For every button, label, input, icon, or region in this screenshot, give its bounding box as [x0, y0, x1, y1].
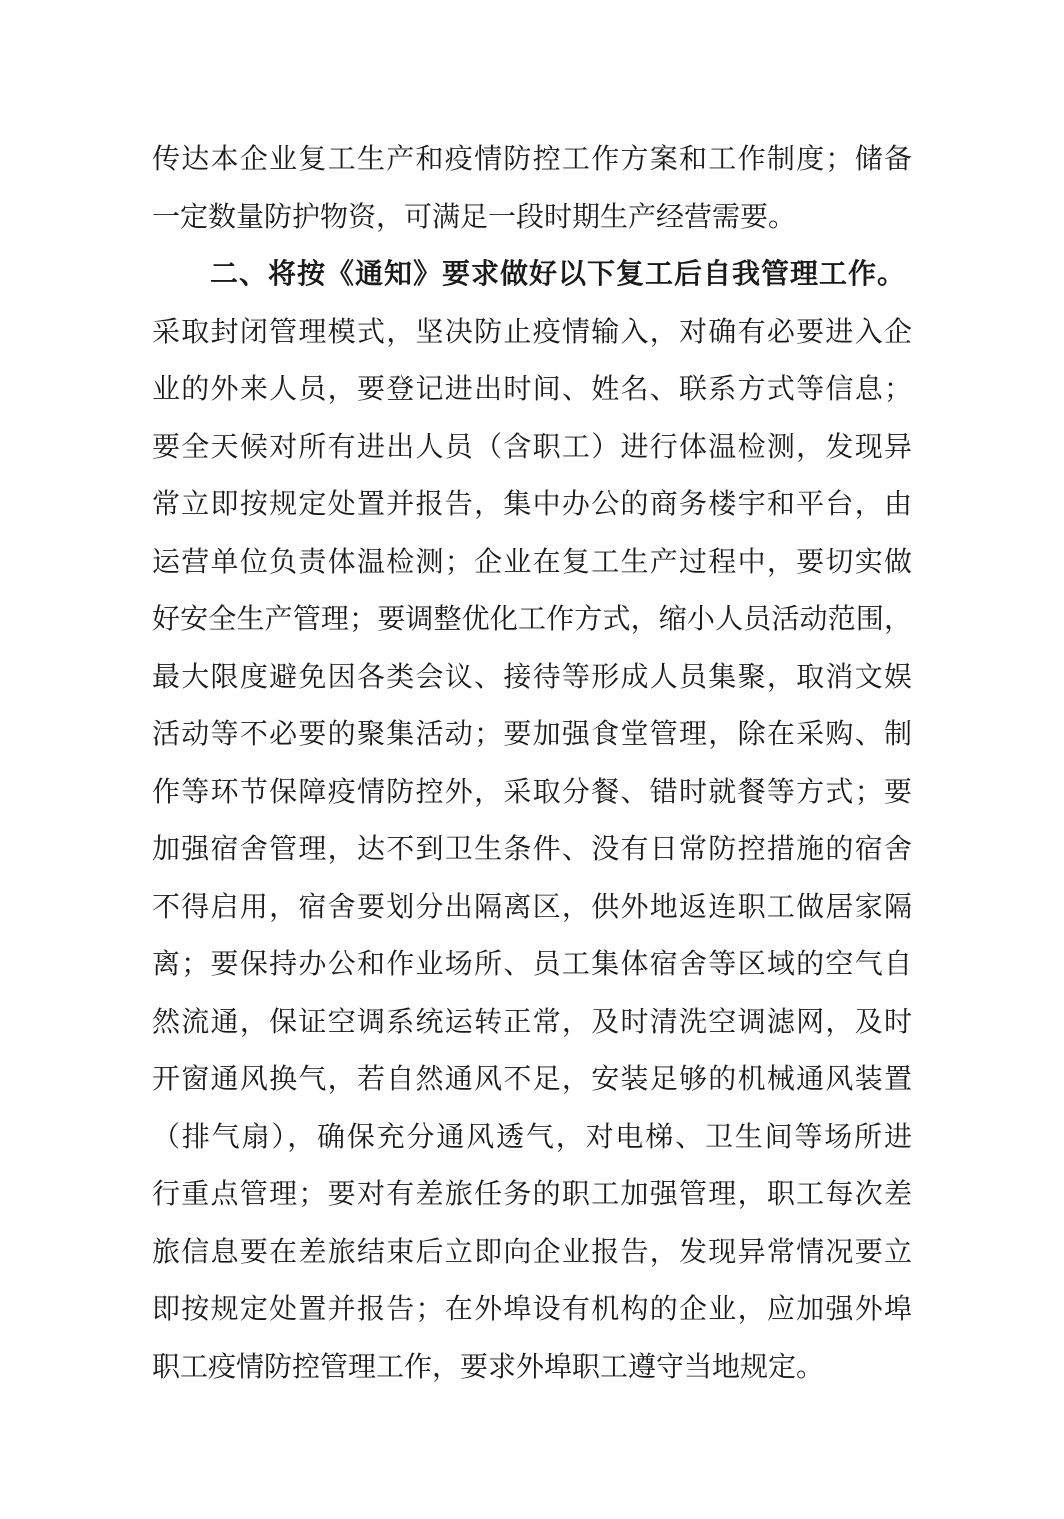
text-line: 业的外来人员，要登记进出时间、姓名、联系方式等信息；	[152, 372, 912, 405]
text-line: 要全天候对所有进出人员（含职工）进行体温检测，发现异	[152, 429, 912, 463]
text-line: 活动等不必要的聚集活动；要加强食堂管理，除在采购、制	[152, 717, 912, 750]
text-line: 加强宿舍管理，达不到卫生条件、没有日常防控措施的宿舍	[152, 832, 912, 865]
text-line: （排气扇），确保充分通风透气，对电梯、卫生间等场所进	[152, 1119, 912, 1153]
text-line: 开窗通风换气，若自然通风不足，安装足够的机械通风装置	[152, 1062, 912, 1095]
text-line: 行重点管理；要对有差旅任务的职工加强管理，职工每次差	[152, 1177, 912, 1210]
text-line: 作等环节保障疫情防控外，采取分餐、错时就餐等方式；要	[152, 774, 912, 808]
text-line: 职工疫情防控管理工作，要求外埠职工遵守当地规定。	[152, 1349, 825, 1383]
document-body	[152, 130, 912, 1395]
text-line: 即按规定处置并报告；在外埠设有机构的企业，应加强外埠	[152, 1292, 912, 1325]
text-line: 离；要保持办公和作业场所、员工集体宿舍等区域的空气自	[152, 947, 912, 980]
text-line: 一定数量防护物资，可满足一段时期生产经营需要。	[152, 199, 797, 233]
text-line: 旅信息要在差旅结束后立即向企业报告，发现异常情况要立	[152, 1234, 912, 1268]
text-line: 最大限度避免因各类会议、接待等形成人员集聚，取消文娱	[152, 659, 912, 693]
text-line: 不得启用，宿舍要划分出隔离区，供外地返连职工做居家隔	[152, 889, 912, 923]
text-line: 传达本企业复工生产和疫情防控工作方案和工作制度；储备	[152, 142, 912, 175]
text-line: 常立即按规定处置并报告，集中办公的商务楼宇和平台，由	[152, 487, 912, 520]
text-line: 然流通，保证空调系统运转正常，及时清洗空调滤网，及时	[152, 1004, 912, 1038]
section-heading: 二、将按《通知》要求做好以下复工后自我管理工作。	[210, 257, 907, 290]
text-line: 采取封闭管理模式，坚决防止疫情输入，对确有必要进入企	[152, 314, 912, 348]
text-line: 好安全生产管理；要调整优化工作方式，缩小人员活动范围，	[152, 602, 912, 635]
text-line: 运营单位负责体温检测；企业在复工生产过程中，要切实做	[152, 544, 912, 578]
